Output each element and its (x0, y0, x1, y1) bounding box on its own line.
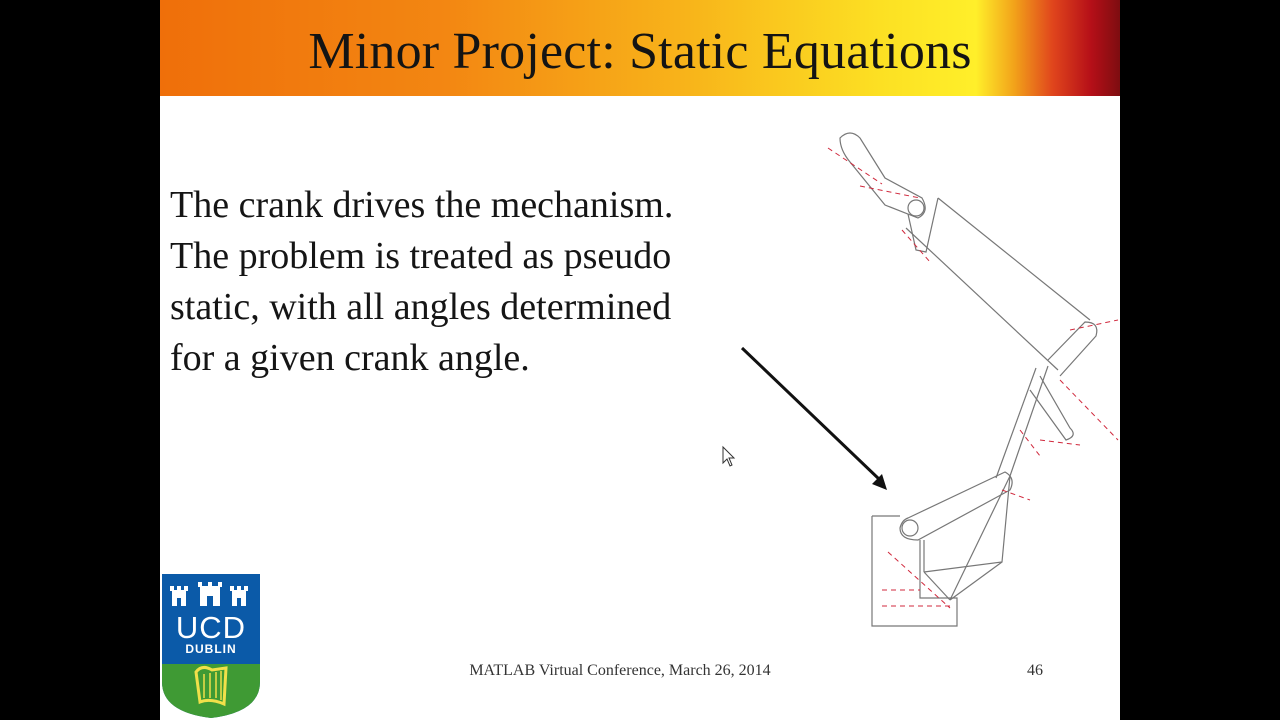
logo-ucd-text: UCD (175, 610, 247, 645)
slide (160, 0, 1120, 720)
arrow-icon (742, 348, 887, 490)
body-line-3: static, with all angles determined (170, 286, 672, 328)
slide-footer: MATLAB Virtual Conference, March 26, 2014 (469, 662, 771, 679)
body-line-2: The problem is treated as pseudo (170, 235, 672, 277)
slide-title: Minor Project: Static Equations (308, 23, 972, 80)
body-line-1: The crank drives the mechanism. (170, 184, 674, 226)
logo-dublin-text: DUBLIN (185, 642, 237, 656)
body-line-4: for a given crank angle. (170, 337, 530, 379)
mechanism-links (840, 133, 1097, 626)
page-number: 46 (1027, 662, 1043, 679)
mechanism-diagram (160, 0, 1120, 720)
mouse-pointer-icon (723, 447, 734, 466)
